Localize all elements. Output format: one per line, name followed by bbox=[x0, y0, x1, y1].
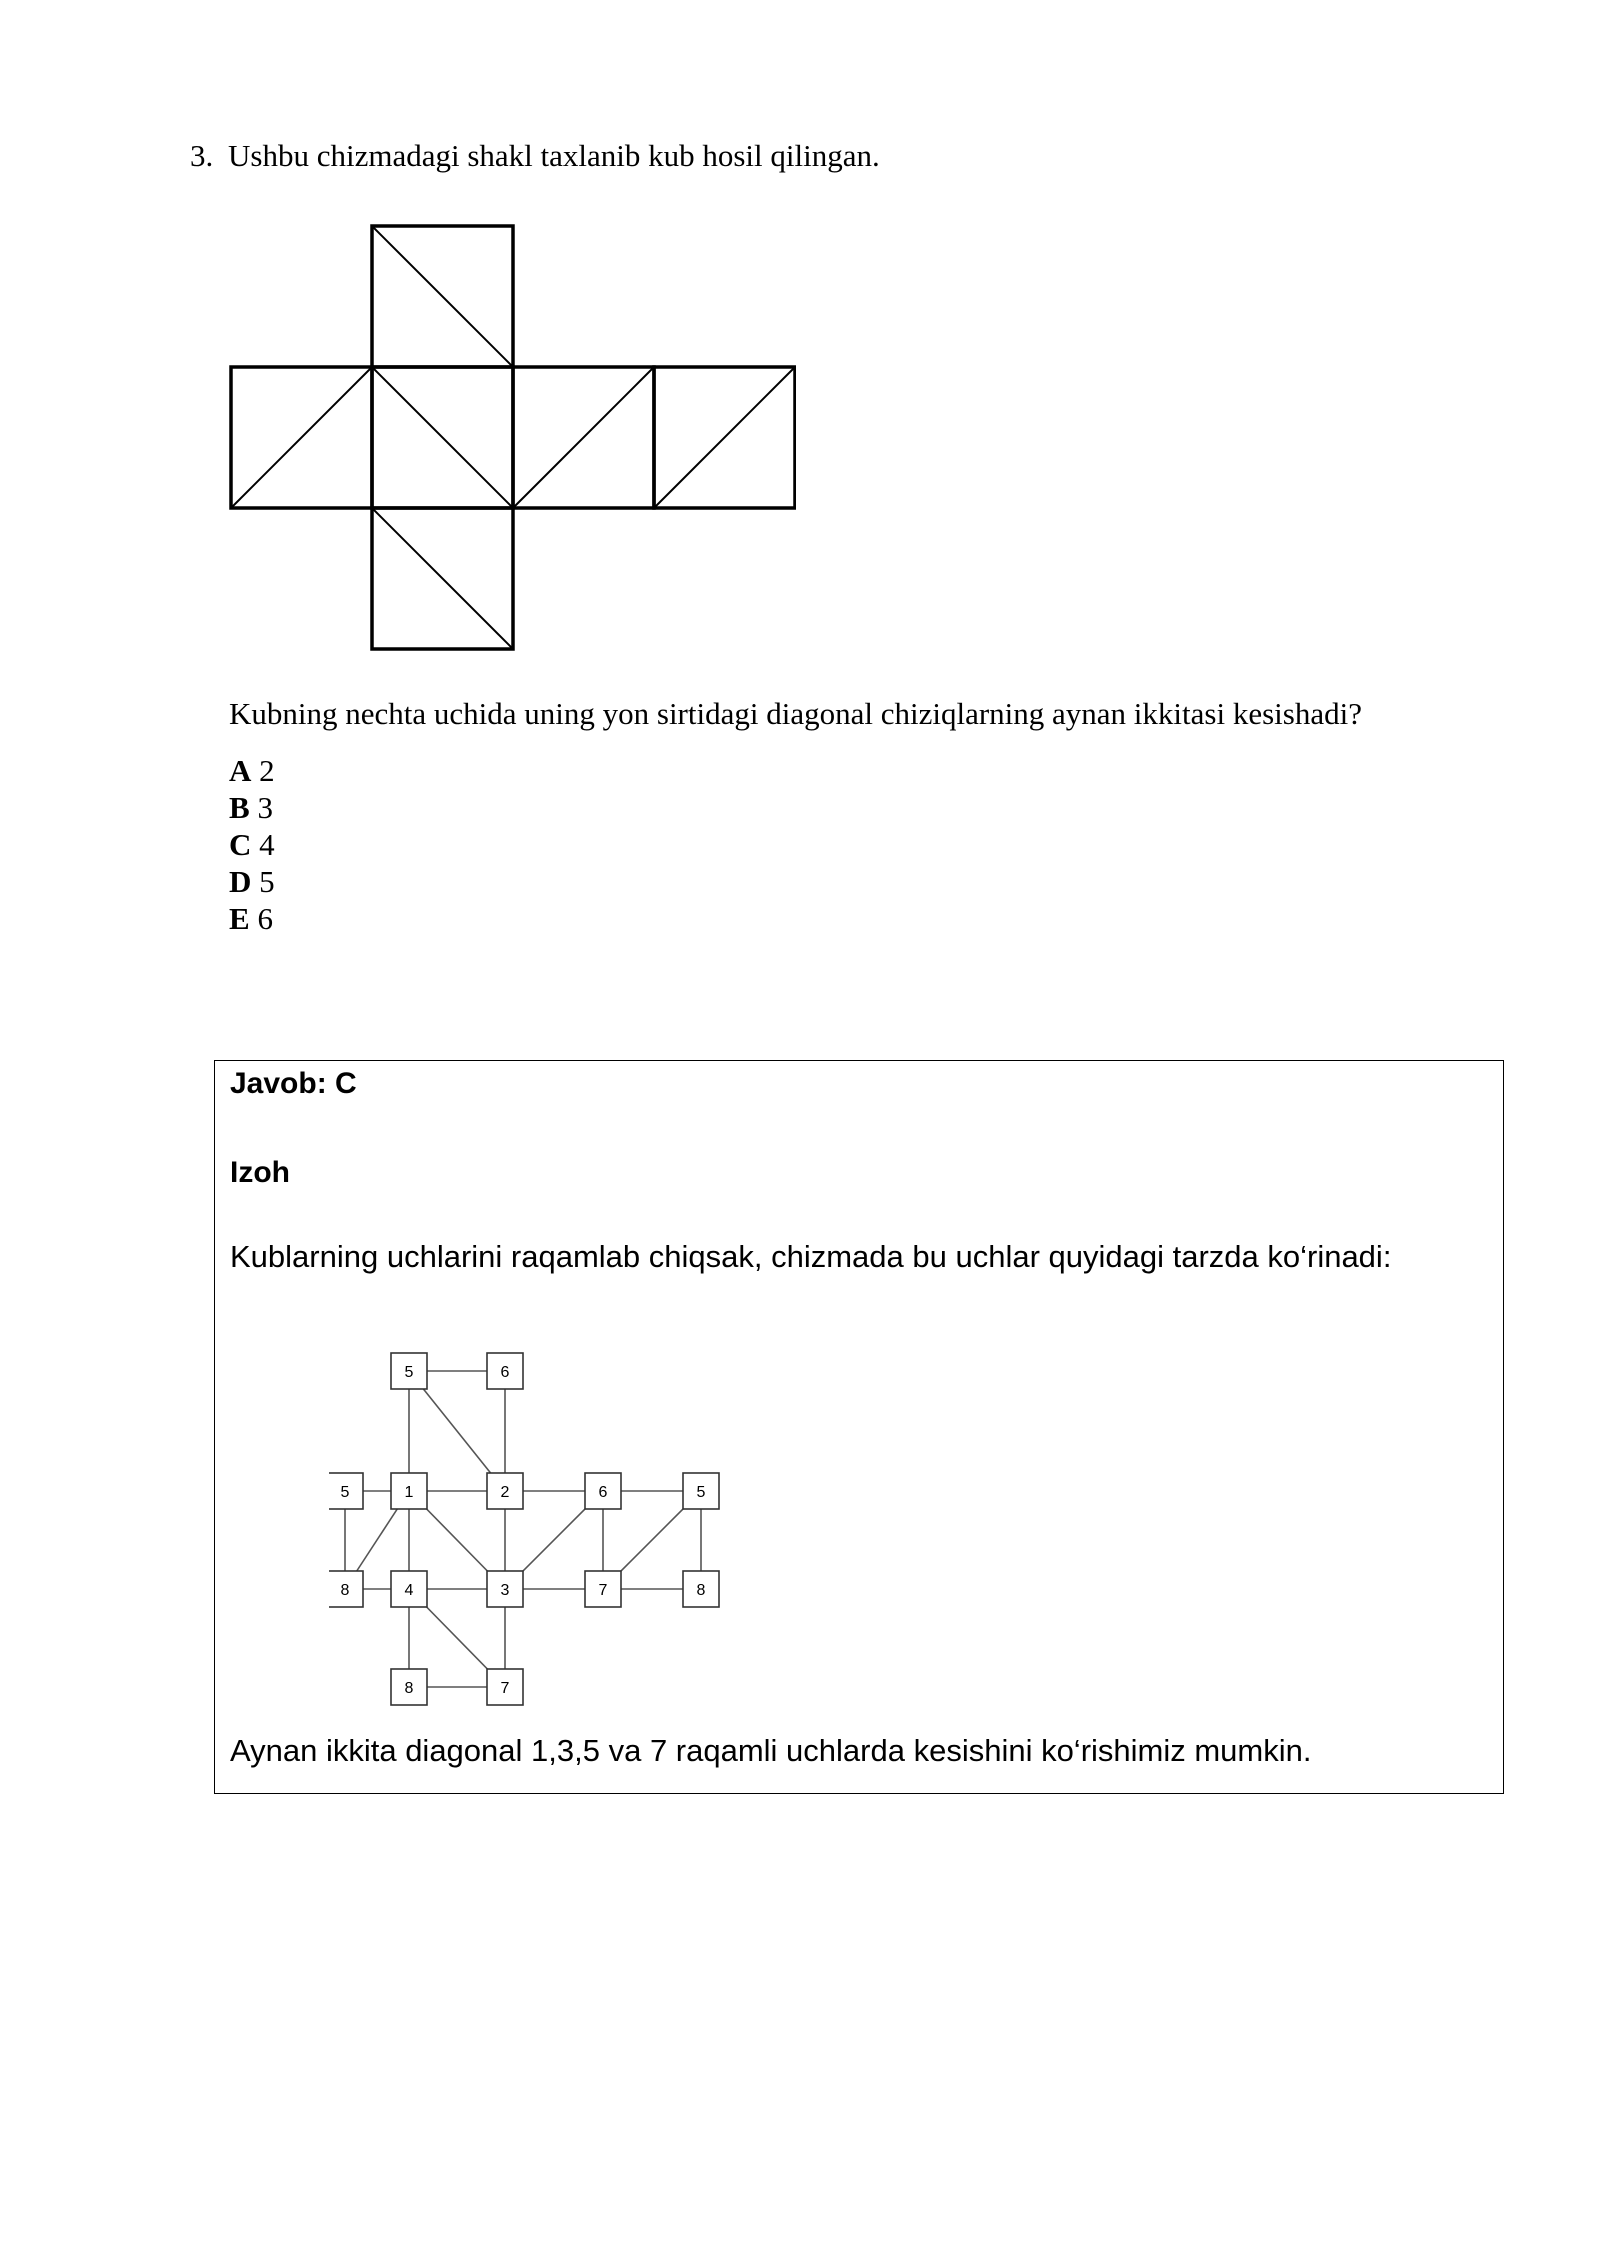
option-letter: B bbox=[229, 790, 250, 825]
option-value: 5 bbox=[259, 864, 275, 899]
net-diagonal-top bbox=[372, 226, 513, 367]
option-value: 3 bbox=[257, 790, 273, 825]
vertex-label: 6 bbox=[500, 1364, 510, 1381]
vertex-label: 8 bbox=[340, 1582, 350, 1599]
vertex-label: 8 bbox=[696, 1582, 706, 1599]
answer-options bbox=[229, 752, 275, 937]
vertex-label: 7 bbox=[500, 1680, 510, 1697]
vertex-label: 5 bbox=[404, 1364, 414, 1381]
option-c bbox=[229, 826, 275, 863]
option-letter: D bbox=[229, 864, 252, 899]
option-letter: A bbox=[229, 753, 252, 788]
vertex-label: 4 bbox=[404, 1582, 414, 1599]
vertex-label: 6 bbox=[598, 1484, 608, 1501]
vertex-label: 2 bbox=[500, 1484, 510, 1501]
vertex-label: 1 bbox=[404, 1484, 414, 1501]
option-d bbox=[229, 863, 275, 900]
explanation-text-1: Kublarning uchlarini raqamlab chiqsak, chizmada bu uchlar quyidagi tarzda ko‘rinadi: bbox=[230, 1239, 1392, 1274]
net-diagonal-right bbox=[513, 367, 654, 508]
question-number: 3. bbox=[190, 138, 214, 173]
answer-box bbox=[214, 1060, 1504, 1794]
net-diagonal-far-right bbox=[654, 367, 795, 508]
vertex-label: 7 bbox=[598, 1582, 608, 1599]
option-b bbox=[229, 789, 275, 826]
question-line bbox=[190, 138, 880, 174]
vertex-graph-figure bbox=[329, 1341, 789, 1751]
vertex-label: 5 bbox=[340, 1484, 350, 1501]
question-text: Ushbu chizmadagi shakl taxlanib kub hosil qilingan. bbox=[228, 138, 880, 173]
vertex-label: 5 bbox=[696, 1484, 706, 1501]
question-prompt: Kubning nechta uchida uning yon sirtidagi diagonal chiziqlarning aynan ikkitasi kesishadi? bbox=[229, 696, 1362, 731]
cube-net-figure bbox=[226, 222, 796, 664]
option-value: 6 bbox=[257, 901, 273, 936]
option-value: 4 bbox=[259, 827, 275, 862]
answer-title: Javob: C bbox=[230, 1067, 357, 1100]
net-diagonal-left bbox=[231, 367, 372, 508]
explanation-text-2: Aynan ikkita diagonal 1,3,5 va 7 raqamli uchlarda kesishini ko‘rishimiz mumkin. bbox=[230, 1733, 1312, 1768]
option-a bbox=[229, 752, 275, 789]
option-letter: E bbox=[229, 901, 250, 936]
net-diagonal-center bbox=[372, 367, 513, 508]
option-e bbox=[229, 900, 275, 937]
net-diagonal-bottom bbox=[372, 508, 513, 649]
option-letter: C bbox=[229, 827, 252, 862]
izoh-title: Izoh bbox=[230, 1156, 290, 1189]
option-value: 2 bbox=[259, 753, 275, 788]
vertex-label: 3 bbox=[500, 1582, 510, 1599]
vertex-label: 8 bbox=[404, 1680, 414, 1697]
